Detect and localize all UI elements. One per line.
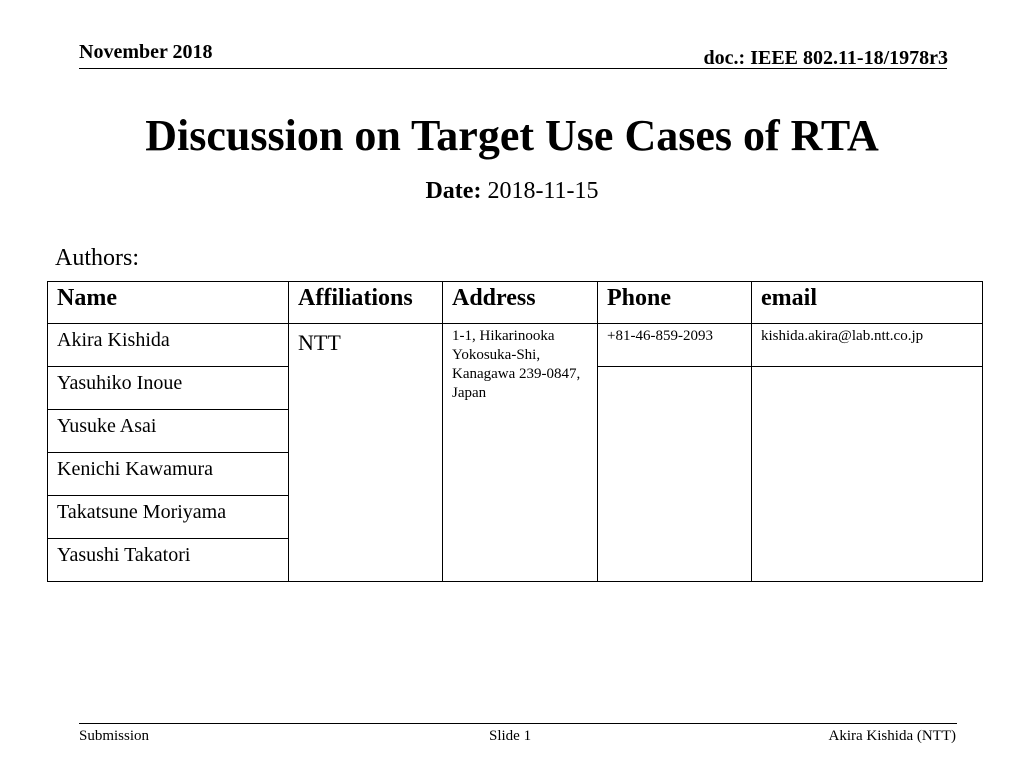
author-name: Akira Kishida <box>48 324 289 367</box>
date-label: Date: <box>425 178 482 204</box>
footer-submission: Submission <box>79 728 150 744</box>
slide-title: Discussion on Target Use Cases of RTA <box>145 111 879 160</box>
author-name: Yasushi Takatori <box>48 539 289 582</box>
author-name: Kenichi Kawamura <box>48 453 289 496</box>
author-affiliation: NTT <box>289 324 443 582</box>
author-phone: +81-46-859-2093 <box>598 324 752 367</box>
author-name: Yasuhiko Inoue <box>48 367 289 410</box>
date-line <box>0 178 1024 205</box>
column-header-name: Name <box>48 282 289 324</box>
email-empty-cell <box>752 367 983 582</box>
author-address: 1-1, Hikarinooka Yokosuka-Shi, Kanagawa 239-0847, Japan <box>443 324 598 582</box>
author-name: Takatsune Moriyama <box>48 496 289 539</box>
header-doc-id: doc.: IEEE 802.11-18/1978r3 <box>703 47 948 69</box>
column-header-address: Address <box>443 282 598 324</box>
footer-divider <box>79 723 957 724</box>
phone-empty-cell <box>598 367 752 582</box>
table-row <box>48 324 983 367</box>
author-name: Yusuke Asai <box>48 410 289 453</box>
footer-author: Akira Kishida (NTT) <box>828 728 956 744</box>
authors-label: Authors: <box>55 245 139 271</box>
header-divider <box>79 68 947 69</box>
footer-slide-number: Slide 1 <box>489 728 532 744</box>
authors-table <box>47 281 983 582</box>
header-date: November 2018 <box>79 41 213 63</box>
date-value: 2018-11-15 <box>487 178 599 204</box>
column-header-email: email <box>752 282 983 324</box>
column-header-affiliations: Affiliations <box>289 282 443 324</box>
table-header-row <box>48 282 983 324</box>
author-email: kishida.akira@lab.ntt.co.jp <box>752 324 983 367</box>
column-header-phone: Phone <box>598 282 752 324</box>
